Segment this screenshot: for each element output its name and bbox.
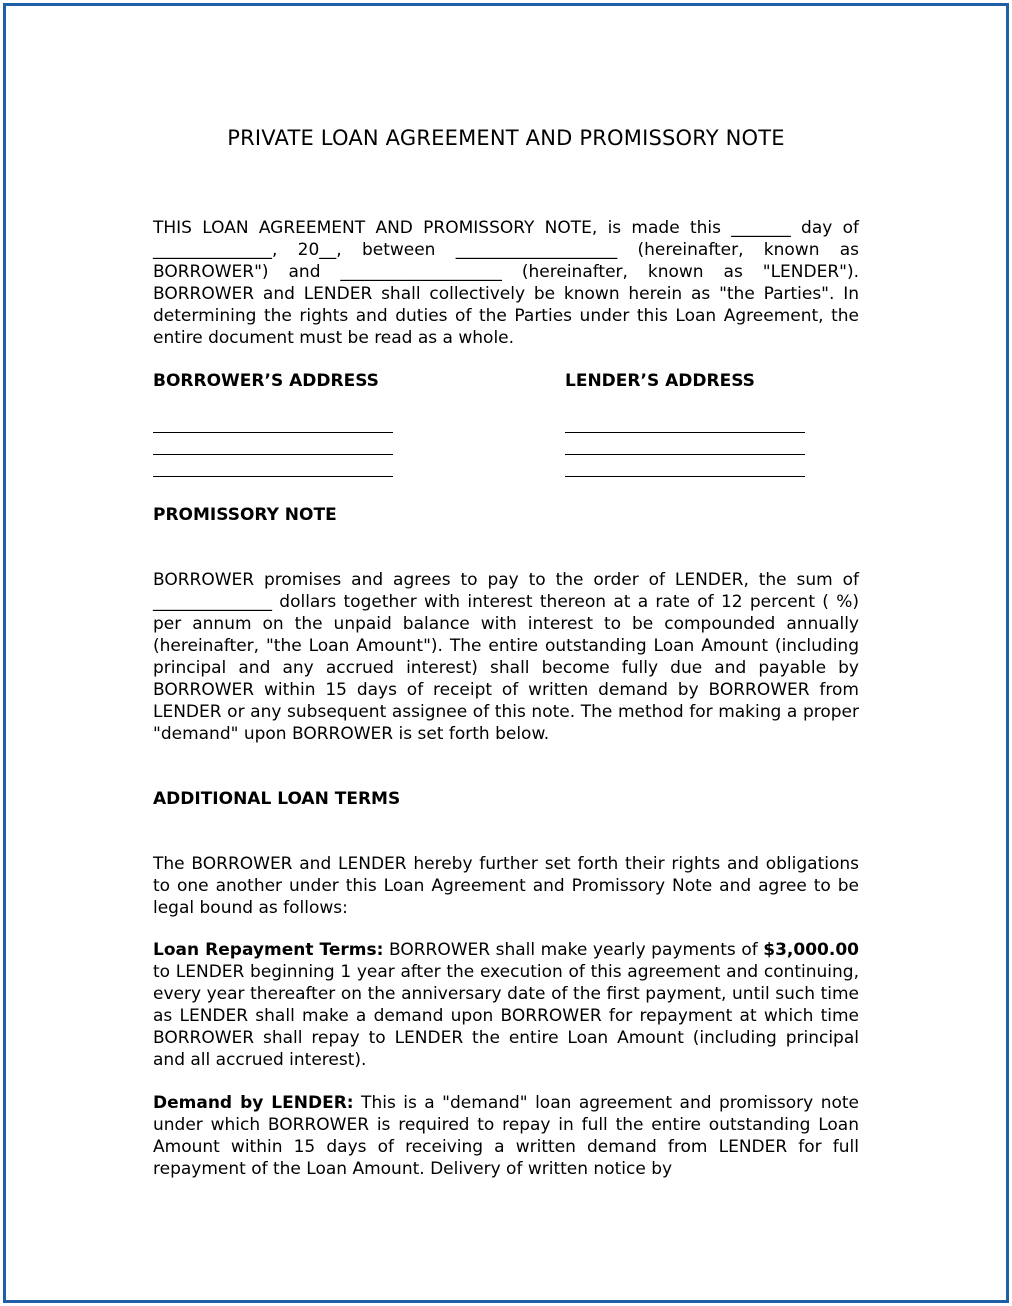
lender-address-heading: LENDER’S ADDRESS	[565, 371, 755, 391]
repayment-terms-text-a: BORROWER shall make yearly payments of	[383, 940, 764, 960]
borrower-address-line-3	[153, 476, 393, 477]
repayment-terms-text-b: to LENDER beginning 1 year after the execution of this agreement and continuing, every year thereafter on the anniversary date of the first payment, until such time as LENDER shall make a demand upon BORROWER for repayment at which time BORROWER shall repay to LENDER the entire Loan Amount (including principal and all accrued interest).	[153, 962, 859, 1070]
repayment-terms-paragraph	[153, 939, 859, 1071]
demand-paragraph	[153, 1092, 859, 1180]
promissory-note-paragraph: BORROWER promises and agrees to pay to the order of LENDER, the sum of ______________ dollars together with interest thereon at a rate of 12 percent ( %) per annum on the unpaid balance with interest to be compounded annually (hereinafter, "the Loan Amount"). The entire outstanding Loan Amount (including principal and any accrued interest) shall become fully due and payable by BORROWER within 15 days of receipt of written demand by BORROWER from LENDER or any subsequent assignee of this note. The method for making a proper "demand" upon BORROWER is set forth below.	[153, 570, 859, 744]
additional-terms-paragraph: The BORROWER and LENDER hereby further set forth their rights and obligations to one another under this Loan Agreement and Promissory Note and agree to be legal bound as follows:	[153, 854, 859, 918]
document-title: PRIVATE LOAN AGREEMENT AND PROMISSORY NOTE	[227, 126, 785, 150]
repayment-amount: $3,000.00	[763, 940, 859, 960]
repayment-terms-label: Loan Repayment Terms:	[153, 940, 384, 960]
promissory-note-heading: PROMISSORY NOTE	[153, 505, 337, 525]
additional-terms-heading: ADDITIONAL LOAN TERMS	[153, 789, 401, 809]
demand-text: This is a "demand" loan agreement and promissory note under which BORROWER is required to repay in full the entire outstanding Loan Amount within 15 days of receiving a written demand from LENDER for full repayment of the Loan Amount. Delivery of written notice by	[153, 1093, 859, 1179]
borrower-address-line-2	[153, 454, 393, 455]
borrower-address-line-1	[153, 432, 393, 433]
intro-paragraph: THIS LOAN AGREEMENT AND PROMISSORY NOTE, is made this _______ day of ______________, 20__, between ___________________ (hereinafter, known as BORROWER") and ___________________ (hereinafter, known as "LENDER"). BORROWER and LENDER shall collectively be known herein as "the Parties". In determining the rights and duties of the Parties under this Loan Agreement, the entire document must be read as a whole.	[153, 218, 859, 348]
lender-address-line-3	[565, 476, 805, 477]
demand-label: Demand by LENDER:	[153, 1093, 354, 1113]
lender-address-line-1	[565, 432, 805, 433]
lender-address-line-2	[565, 454, 805, 455]
borrower-address-heading: BORROWER’S ADDRESS	[153, 371, 379, 391]
